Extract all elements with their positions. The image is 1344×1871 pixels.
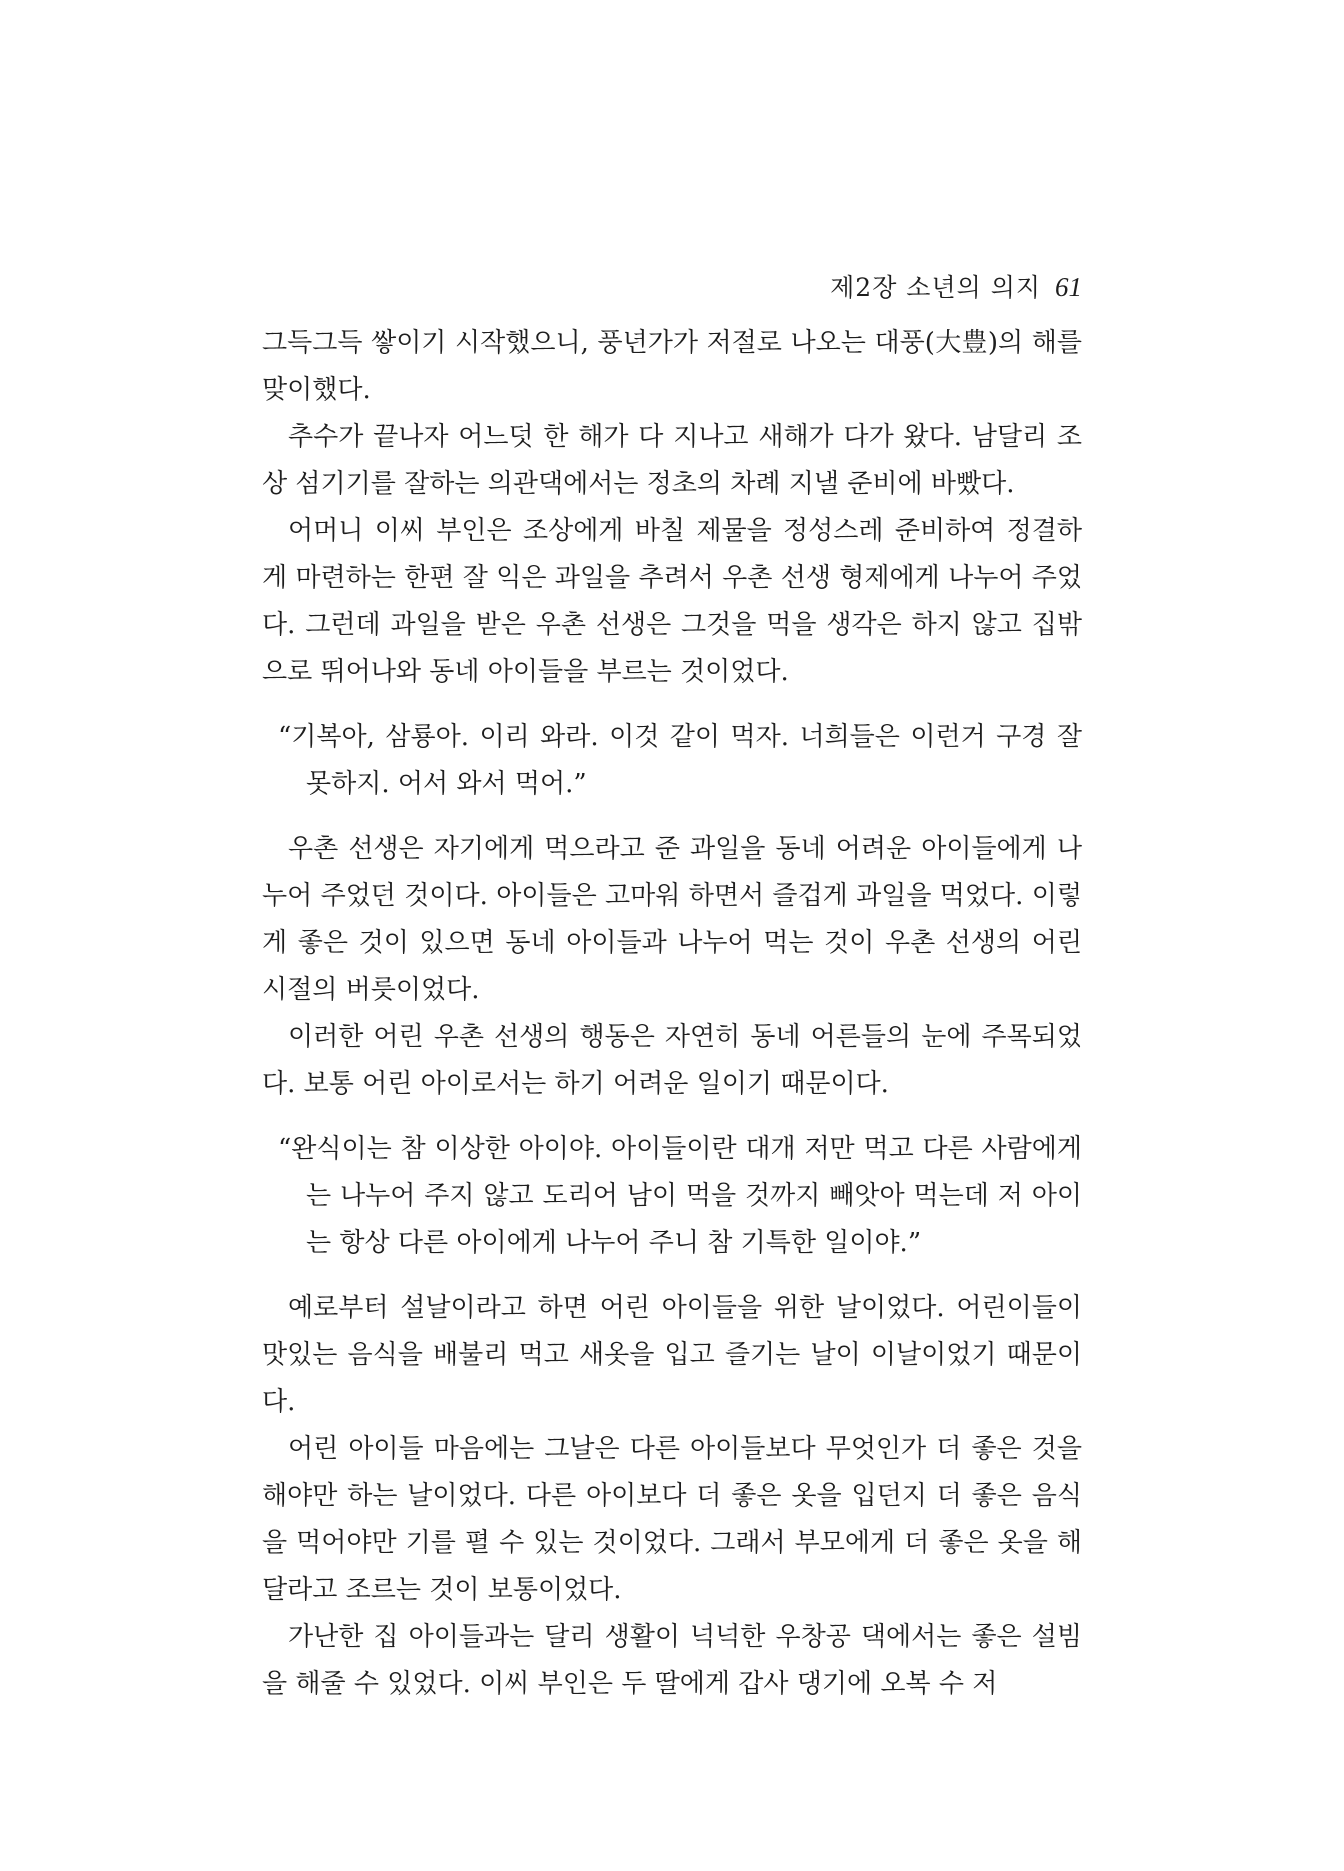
- chapter-title: 제2장 소년의 의지: [830, 273, 1041, 302]
- paragraph: 이러한 어린 우촌 선생의 행동은 자연히 동네 어른들의 눈에 주목되었다. 보통 어린 아이로서는 하기 어려운 일이기 때문이다.: [262, 1022, 1082, 1099]
- paragraph: 예로부터 설날이라고 하면 어린 아이들을 위한 날이었다. 어린이들이 맛있는 음식을 배불리 먹고 새옷을 입고 즐기는 날이 이날이었기 때문이다.: [262, 1293, 1082, 1417]
- paragraph: 어린 아이들 마음에는 그날은 다른 아이들보다 무엇인가 더 좋은 것을 해야만 하는 날이었다. 다른 아이보다 더 좋은 옷을 입던지 더 좋은 음식을 먹어야만 기를 펼 수 있는 것이었다. 그래서 부모에게 더 좋은 옷을 해 달라고 조르는 것이 보통이었다.: [262, 1434, 1082, 1605]
- paragraph: 가난한 집 아이들과는 달리 생활이 넉넉한 우창공 댁에서는 좋은 설빔을 해줄 수 있었다. 이씨 부인은 두 딸에게 갑사 댕기에 오복 수 저: [262, 1622, 1082, 1699]
- paragraph: 어머니 이씨 부인은 조상에게 바칠 제물을 정성스레 준비하여 정결하게 마련하는 한편 잘 익은 과일을 추려서 우촌 선생 형제에게 나누어 주었다. 그런데 과일을 받은 우촌 선생은 그것을 먹을 생각은 하지 않고 집밖으로 뛰어나와 동네 아이들을 부르는 것이었다.: [262, 516, 1082, 687]
- quotation: “완식이는 참 이상한 아이야. 아이들이란 대개 저만 먹고 다른 사람에게는 나누어 주지 않고 도리어 남이 먹을 것까지 빼앗아 먹는데 저 아이는 항상 다른 아이에게 나누어 주니 참 기특한 일이야.”: [278, 1134, 1082, 1258]
- running-header: [778, 272, 1082, 303]
- page-number: 61: [1055, 272, 1082, 302]
- paragraph: 추수가 끝나자 어느덧 한 해가 다 지나고 새해가 다가 왔다. 남달리 조상 섬기기를 잘하는 의관댁에서는 정초의 차례 지낼 준비에 바빴다.: [262, 422, 1082, 499]
- page-body: [262, 320, 1082, 1708]
- paragraph: 우촌 선생은 자기에게 먹으라고 준 과일을 동네 어려운 아이들에게 나누어 주었던 것이다. 아이들은 고마워 하면서 즐겁게 과일을 먹었다. 이렇게 좋은 것이 있으면 동네 아이들과 나누어 먹는 것이 우촌 선생의 어린 시절의 버릇이었다.: [262, 834, 1082, 1005]
- paragraph: 그득그득 쌓이기 시작했으니, 풍년가가 저절로 나오는 대풍(大豊)의 해를 맞이했다.: [262, 328, 1082, 405]
- quotation: “기복아, 삼룡아. 이리 와라. 이것 같이 먹자. 너희들은 이런거 구경 잘 못하지. 어서 와서 먹어.”: [278, 722, 1082, 799]
